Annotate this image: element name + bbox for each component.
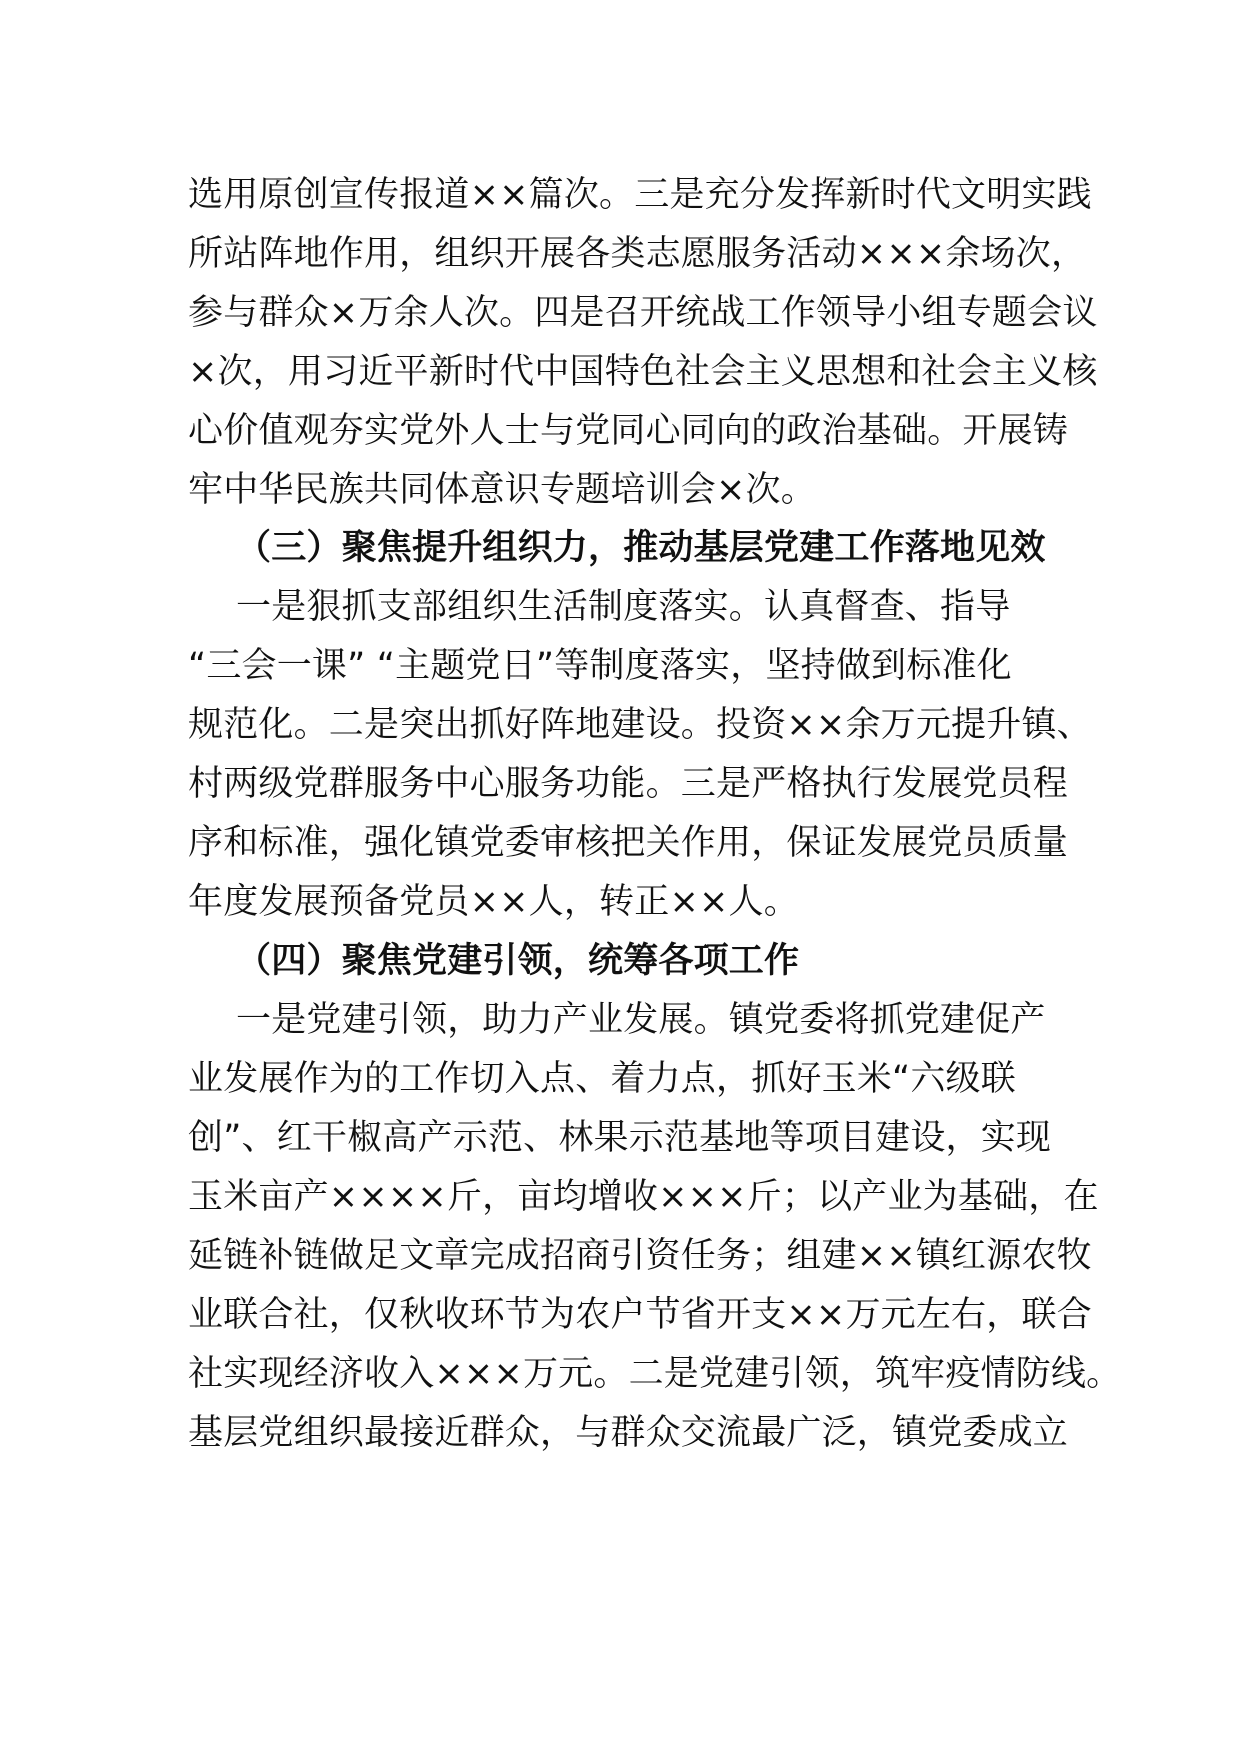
section-heading-four: （四）聚焦党建引领，统筹各项工作: [236, 941, 800, 981]
body-text-line: 创”、红干椒高产示范、林果示范基地等项目建设，实现: [188, 1118, 1052, 1158]
body-text-line: 规范化。二是突出抓好阵地建设。投资××余万元提升镇、: [188, 705, 1092, 745]
body-text-line: 延链补链做足文章完成招商引资任务；组建××镇红源农牧: [188, 1236, 1092, 1276]
body-text-line: 参与群众×万余人次。四是召开统战工作领导小组专题会议: [188, 293, 1098, 333]
body-text-line: “三会一课” “主题党日”等制度落实，坚持做到标准化: [188, 646, 1012, 686]
body-text-line: 选用原创宣传报道××篇次。三是充分发挥新时代文明实践: [188, 175, 1092, 215]
body-text-line: 一是狠抓支部组织生活制度落实。认真督查、指导: [236, 587, 1011, 627]
body-text-line: 业发展作为的工作切入点、着力点，抓好玉米“六级联: [188, 1059, 1016, 1099]
body-text-line: 一是党建引领，助力产业发展。镇党委将抓党建促产: [236, 1000, 1046, 1040]
section-heading-three: （三）聚焦提升组织力，推动基层党建工作落地见效: [236, 528, 1046, 568]
body-text-line: 牢中华民族共同体意识专题培训会×次。: [188, 470, 816, 510]
body-text-line: 心价值观夯实党外人士与党同心同向的政治基础。开展铸: [188, 411, 1069, 451]
body-text-line: 玉米亩产××××斤，亩均增收×××斤；以产业为基础，在: [188, 1177, 1099, 1217]
body-text-line: 所站阵地作用，组织开展各类志愿服务活动×××余场次，: [188, 234, 1087, 274]
body-text-line: 村两级党群服务中心服务功能。三是严格执行发展党员程: [188, 764, 1069, 804]
body-text-line: 序和标准，强化镇党委审核把关作用，保证发展党员质量: [188, 823, 1069, 863]
body-text-line: 基层党组织最接近群众，与群众交流最广泛，镇党委成立: [188, 1413, 1069, 1453]
body-text-line: 年度发展预备党员××人，转正××人。: [188, 882, 799, 922]
body-text-line: 社实现经济收入×××万元。二是党建引领，筑牢疫情防线。: [188, 1354, 1122, 1394]
body-text-line: ×次，用习近平新时代中国特色社会主义思想和社会主义核: [188, 352, 1098, 392]
body-text-line: 业联合社，仅秋收环节为农户节省开支××万元左右，联合: [188, 1295, 1092, 1335]
